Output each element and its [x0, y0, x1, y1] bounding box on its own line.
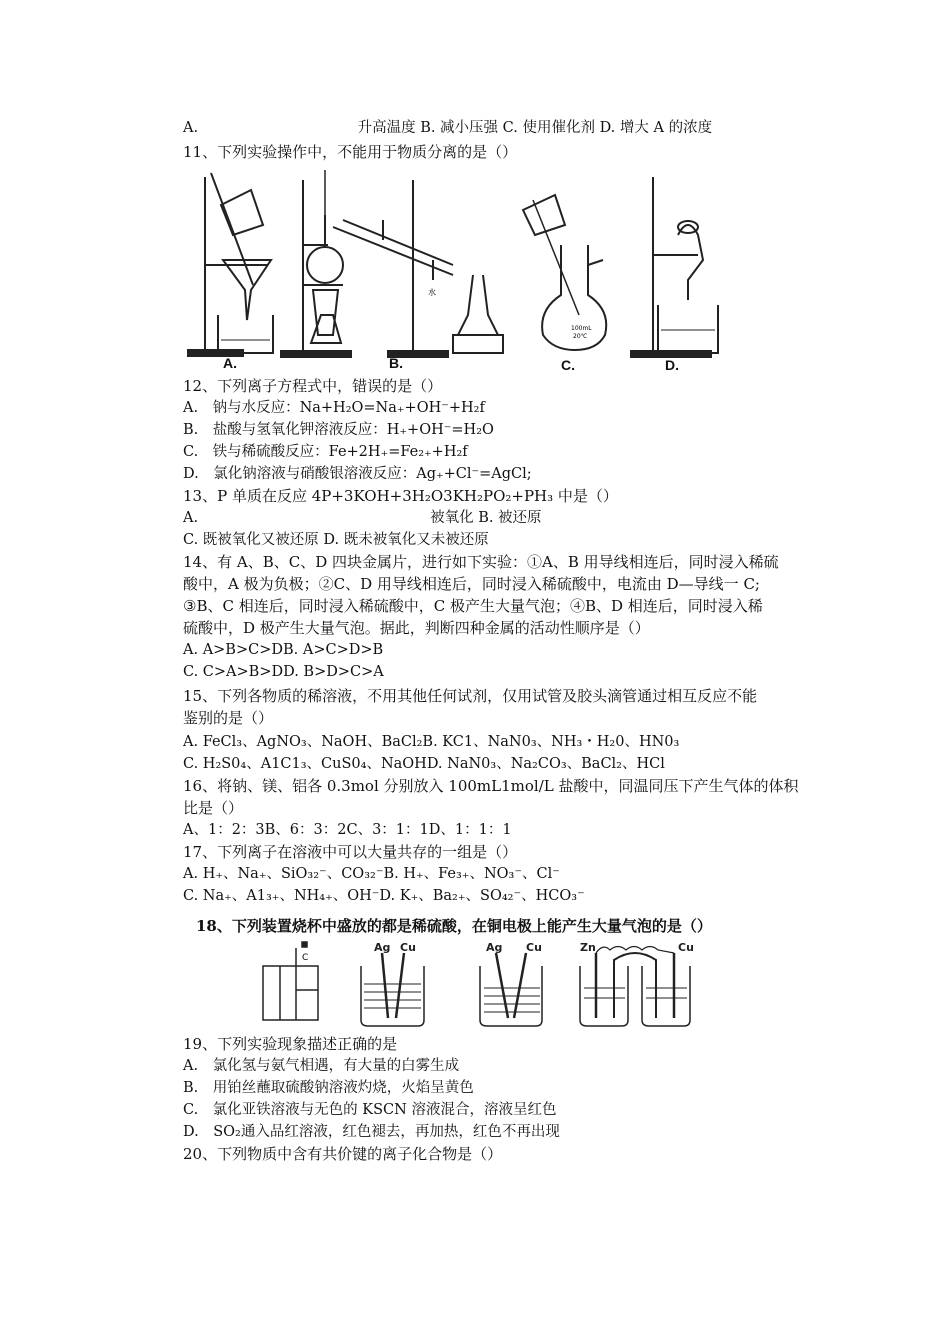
q16-options: A、1：2：3B、6：3：2C、3：1：1D、1：1：1	[183, 822, 512, 838]
q19-option-a: A. 氯化氢与氨气相遇，有大量的白雾生成	[183, 1058, 460, 1074]
cell-c-electrode-2: Cu	[526, 941, 542, 954]
q17-options-ab: A. H₊、Na₊、SiO₃₂⁻、CO₃₂⁻B. H₊、Fe₃₊、NO₃⁻、Cl⁻	[183, 866, 560, 882]
q14-stem-line-2: 酸中，A 极为负极；②C、D 用导线相连后，同时浸入稀硫酸中，电流由 D—导线一 C;	[183, 575, 760, 593]
q12-option-a: A. 钠与水反应：Na+H₂O=Na₊+OH⁻+H₂f	[183, 400, 485, 416]
q14-options-cd: C. C>A>B>DD. B>D>C>A	[183, 664, 384, 680]
q11-stem: 11、下列实验操作中，不能用于物质分离的是（）	[183, 143, 518, 161]
q15-options-cd: C. H₂S0₄、A1C1₃、CuS0₄、NaOHD. NaN0₃、Na₂CO₃、BaCl₂、HCl	[183, 756, 665, 772]
q14-options-ab: A. A>B>C>DB. A>C>D>B	[183, 642, 384, 658]
q19-option-c: C. 氯化亚铁溶液与无色的 KSCN 溶液混合，溶液呈红色	[183, 1102, 557, 1118]
q12-stem: 12、下列离子方程式中，错误的是（）	[183, 377, 443, 395]
cell-b-electrode-1: Ag	[374, 941, 391, 954]
q18-stem: 18、下列装置烧杯中盛放的都是稀硫酸，在铜电极上能产生大量气泡的是（）	[196, 917, 712, 935]
q20-stem: 20、下列物质中含有共价键的离子化合物是（）	[183, 1145, 503, 1163]
flask-volume-text: 100mL	[571, 325, 592, 332]
figure-label-b: B.	[389, 355, 403, 371]
q17-options-cd: C. Na₊、A1₃₊、NH₄₊、OH⁻D. K₊、Ba₂₊、SO₄₂⁻、HCO₃⁻	[183, 888, 585, 904]
cell-d-electrode-2: Cu	[678, 941, 694, 954]
q15-stem-line-1: 15、下列各物质的稀溶液，不用其他任何试剂，仅用试管及胶头滴管通过相互反应不能	[183, 687, 758, 705]
figure-label-c: C.	[561, 357, 575, 373]
cell-b-electrode-2: Cu	[400, 941, 416, 954]
q16-stem-line-1: 16、将钠、镁、铝各 0.3mol 分别放入 100mL1mol/L 盐酸中，同温同压下产生气体的体积	[183, 777, 799, 795]
q13-stem: 13、P 单质在反应 4P+3KOH+3H₂O3KH₂PO₂+PH₃ 中是（）	[183, 487, 618, 505]
q15-options-ab: A. FeCl₃、AgNO₃、NaOH、BaCl₂B. KC1、NaN0₃、NH₃・H₂0、HN0₃	[183, 734, 680, 750]
q14-stem-line-4: 硫酸中，D 极产生大量气泡。据此，判断四种金属的活动性顺序是（）	[183, 619, 650, 637]
figure-label-a: A.	[223, 355, 237, 371]
q12-option-b: B. 盐酸与氢氧化钾溶液反应：H₊+OH⁻=H₂O	[183, 422, 494, 438]
q13-options-ab: A. 被氧化 B. 被还原	[183, 510, 542, 526]
q13-options-cd: C. 既被氧化又被还原 D. 既未被氧化又未被还原	[183, 532, 489, 548]
q12-option-c: C. 铁与稀硫酸反应：Fe+2H₊=Fe₂₊+H₂f	[183, 444, 468, 460]
figure-label-d: D.	[665, 357, 679, 373]
cell-c-electrode-1: Ag	[486, 941, 503, 954]
q19-option-b: B. 用铂丝蘸取硫酸钠溶液灼烧，火焰呈黄色	[183, 1080, 474, 1096]
water-label: 水	[428, 288, 436, 297]
q12-option-d: D. 氯化钠溶液与硝酸银溶液反应：Ag₊+Cl⁻=AgCl;	[183, 466, 532, 482]
q16-stem-line-2: 比是（）	[183, 799, 244, 817]
q15-stem-line-2: 鉴别的是（）	[183, 709, 274, 727]
q11-apparatus-figure	[183, 165, 743, 375]
q19-option-d: D. SO₂通入品红溶液，红色褪去，再加热，红色不再出现	[183, 1124, 560, 1140]
q18-cells-figure	[258, 938, 718, 1028]
flask-temp-text: 20℃	[573, 333, 588, 340]
q19-stem: 19、下列实验现象描述正确的是	[183, 1035, 398, 1053]
q10-options: A. 升高温度 B. 减小压强 C. 使用催化剂 D. 增大 A 的浓度	[183, 120, 713, 136]
q14-stem-line-3: ③B、C 相连后，同时浸入稀硫酸中，C 极产生大量气泡；④B、D 相连后，同时浸入稀	[183, 597, 763, 615]
cell-d-electrode-1: Zn	[580, 941, 596, 954]
cell-a-label: C	[302, 953, 309, 963]
q14-stem-line-1: 14、有 A、B、C、D 四块金属片，进行如下实验：①A、B 用导线相连后，同时浸入稀硫	[183, 553, 779, 571]
q17-stem: 17、下列离子在溶液中可以大量共存的一组是（）	[183, 843, 518, 861]
